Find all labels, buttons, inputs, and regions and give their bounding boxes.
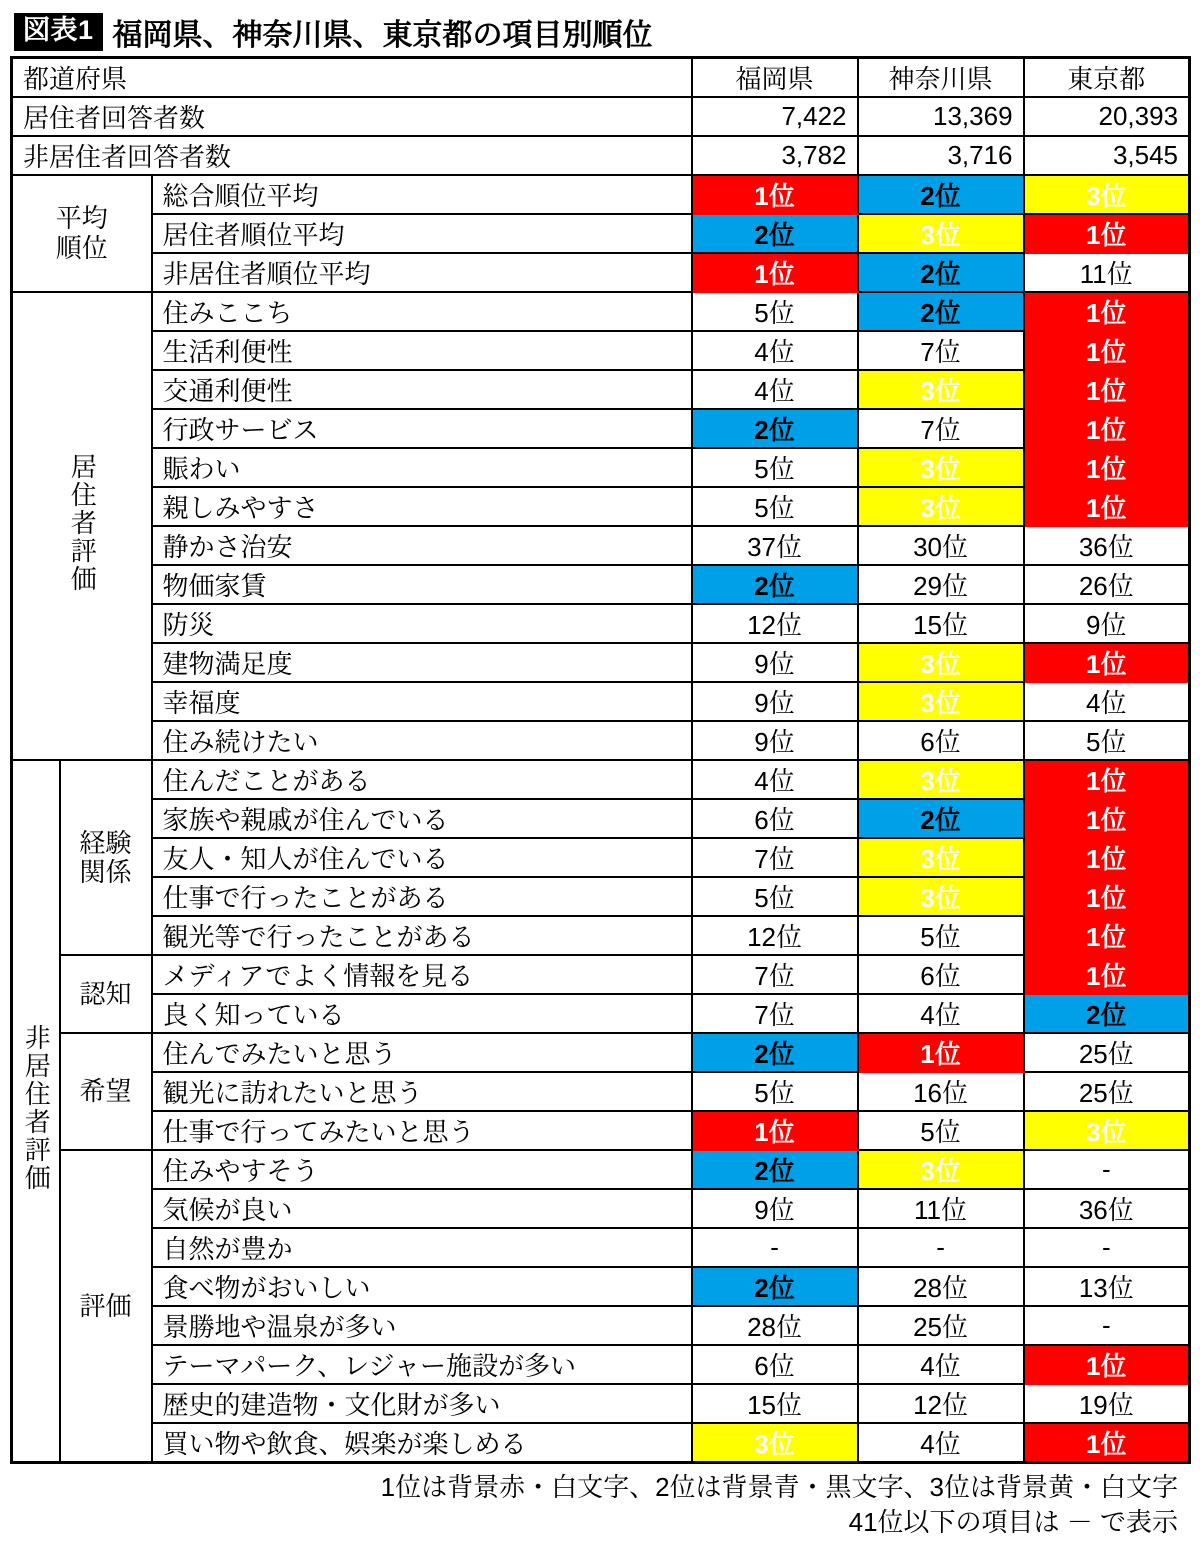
row-value-2: 2位: [1024, 994, 1190, 1033]
row-value-0: 37位: [692, 526, 858, 565]
row-value-1: 2位: [858, 175, 1024, 214]
data-row: [12, 565, 1190, 604]
row-value-2: -: [1024, 1306, 1190, 1345]
row-value-0: 2位: [692, 409, 858, 448]
data-row: [12, 1306, 1190, 1345]
row-value-0: 2位: [692, 1267, 858, 1306]
data-row: [12, 1072, 1190, 1111]
ranking-table: [10, 56, 1191, 1464]
data-row: [12, 1345, 1190, 1384]
row-value-1: 3位: [858, 448, 1024, 487]
row-value-0: 1位: [692, 253, 858, 292]
row-value-1: 3位: [858, 487, 1024, 526]
row-value-1: 4位: [858, 1345, 1024, 1384]
subgroup-label-2: 希望: [60, 1033, 152, 1150]
row-value-0: 7位: [692, 955, 858, 994]
row-item-label: 食べ物がおいしい: [152, 1267, 692, 1306]
row-item-label: 気候が良い: [152, 1189, 692, 1228]
row-item-label: 仕事で行ってみたいと思う: [152, 1111, 692, 1150]
row-value-0: 4位: [692, 331, 858, 370]
row-value-1: 3位: [858, 760, 1024, 799]
data-row: [12, 1150, 1190, 1189]
data-row: [12, 721, 1190, 760]
row-value-1: 1位: [858, 1033, 1024, 1072]
footnote-dash: 41位以下の項目は － で表示: [848, 1507, 1178, 1538]
group-label-1: 居住者評価: [12, 292, 152, 760]
row-value-1: -: [858, 1228, 1024, 1267]
row-value-1: 3位: [858, 643, 1024, 682]
data-row: [12, 643, 1190, 682]
row-value-0: 12位: [692, 604, 858, 643]
row-item-label: メディアでよく情報を見る: [152, 955, 692, 994]
row-value-1: 3位: [858, 682, 1024, 721]
count-label-0: 居住者回答者数: [12, 97, 692, 136]
row-value-0: 1位: [692, 1111, 858, 1150]
row-item-label: 居住者順位平均: [152, 214, 692, 253]
row-value-2: 11位: [1024, 253, 1190, 292]
row-value-1: 2位: [858, 799, 1024, 838]
row-item-label: 住みここち: [152, 292, 692, 331]
row-value-0: 3位: [692, 1423, 858, 1463]
data-row: [12, 1189, 1190, 1228]
row-value-0: 9位: [692, 1189, 858, 1228]
data-row: [12, 370, 1190, 409]
data-row: [12, 916, 1190, 955]
group-label-0: 平均 順位: [12, 175, 152, 292]
row-item-label: 幸福度: [152, 682, 692, 721]
row-value-2: 1位: [1024, 1423, 1190, 1463]
figure-badge: 図表1: [14, 13, 103, 50]
data-row: [12, 253, 1190, 292]
row-value-0: 2位: [692, 565, 858, 604]
subgroup-label-3: 評価: [60, 1150, 152, 1463]
row-item-label: 良く知っている: [152, 994, 692, 1033]
row-value-2: 3位: [1024, 1111, 1190, 1150]
data-row: [12, 214, 1190, 253]
row-item-label: 友人・知人が住んでいる: [152, 838, 692, 877]
row-value-0: 2位: [692, 1033, 858, 1072]
row-item-label: 建物満足度: [152, 643, 692, 682]
row-item-label: 観光に訪れたいと思う: [152, 1072, 692, 1111]
row-value-1: 3位: [858, 838, 1024, 877]
row-value-0: 6位: [692, 799, 858, 838]
row-item-label: 観光等で行ったことがある: [152, 916, 692, 955]
row-value-1: 7位: [858, 409, 1024, 448]
row-value-1: 28位: [858, 1267, 1024, 1306]
row-value-0: 7位: [692, 838, 858, 877]
row-value-2: 1位: [1024, 487, 1190, 526]
row-value-2: 4位: [1024, 682, 1190, 721]
row-value-1: 6位: [858, 721, 1024, 760]
row-value-1: 4位: [858, 994, 1024, 1033]
row-value-2: 1位: [1024, 1345, 1190, 1384]
row-item-label: 物価家賃: [152, 565, 692, 604]
row-value-2: 13位: [1024, 1267, 1190, 1306]
row-value-2: 1位: [1024, 331, 1190, 370]
data-row: [12, 1267, 1190, 1306]
row-value-2: 3位: [1024, 175, 1190, 214]
footnote-colors: 1位は背景赤・白文字、2位は背景青・黒文字、3位は背景黄・白文字: [380, 1472, 1178, 1502]
row-value-1: 3位: [858, 214, 1024, 253]
row-value-0: 12位: [692, 916, 858, 955]
row-item-label: 賑わい: [152, 448, 692, 487]
subgroup-label-1: 認知: [60, 955, 152, 1033]
row-value-2: -: [1024, 1228, 1190, 1267]
ranking-table-body: [12, 58, 1190, 1463]
row-item-label: 住み続けたい: [152, 721, 692, 760]
row-value-1: 12位: [858, 1384, 1024, 1423]
row-item-label: 自然が豊か: [152, 1228, 692, 1267]
data-row: [12, 604, 1190, 643]
data-row: [12, 760, 1190, 799]
row-value-2: 1位: [1024, 916, 1190, 955]
row-value-2: 1位: [1024, 370, 1190, 409]
row-item-label: 交通利便性: [152, 370, 692, 409]
row-value-2: 36位: [1024, 526, 1190, 565]
header-column-0: 福岡県: [692, 58, 858, 98]
row-value-0: 9位: [692, 721, 858, 760]
row-value-1: 15位: [858, 604, 1024, 643]
row-item-label: 非居住者順位平均: [152, 253, 692, 292]
row-value-0: 9位: [692, 682, 858, 721]
row-value-2: 1位: [1024, 409, 1190, 448]
count-value-1-1: 3,716: [858, 136, 1024, 175]
data-row: [12, 1111, 1190, 1150]
data-row: [12, 682, 1190, 721]
row-value-1: 3位: [858, 370, 1024, 409]
row-value-1: 7位: [858, 331, 1024, 370]
row-value-2: 1位: [1024, 214, 1190, 253]
row-value-1: 11位: [858, 1189, 1024, 1228]
row-value-1: 30位: [858, 526, 1024, 565]
row-value-2: 5位: [1024, 721, 1190, 760]
row-value-0: 5位: [692, 487, 858, 526]
data-row: [12, 292, 1190, 331]
table-header-row: [12, 58, 1190, 98]
row-value-1: 3位: [858, 877, 1024, 916]
row-value-0: 2位: [692, 1150, 858, 1189]
row-value-0: 5位: [692, 292, 858, 331]
data-row: [12, 838, 1190, 877]
count-value-0-2: 20,393: [1024, 97, 1190, 136]
row-item-label: 静かさ治安: [152, 526, 692, 565]
subgroup-label-0: 経験 関係: [60, 760, 152, 955]
data-row: [12, 799, 1190, 838]
page-title: [10, 8, 1190, 56]
count-row: [12, 97, 1190, 136]
row-value-2: 36位: [1024, 1189, 1190, 1228]
count-value-0-1: 13,369: [858, 97, 1024, 136]
row-value-2: 26位: [1024, 565, 1190, 604]
row-value-1: 5位: [858, 1111, 1024, 1150]
row-value-2: 1位: [1024, 955, 1190, 994]
row-value-2: 1位: [1024, 877, 1190, 916]
row-value-0: 9位: [692, 643, 858, 682]
data-row: [12, 877, 1190, 916]
row-value-1: 29位: [858, 565, 1024, 604]
row-value-0: 15位: [692, 1384, 858, 1423]
row-item-label: 行政サービス: [152, 409, 692, 448]
row-value-1: 2位: [858, 292, 1024, 331]
row-value-2: 19位: [1024, 1384, 1190, 1423]
count-label-1: 非居住者回答者数: [12, 136, 692, 175]
row-value-1: 5位: [858, 916, 1024, 955]
row-value-2: -: [1024, 1150, 1190, 1189]
row-item-label: 住んでみたいと思う: [152, 1033, 692, 1072]
data-row: [12, 1228, 1190, 1267]
row-value-0: -: [692, 1228, 858, 1267]
data-row: [12, 448, 1190, 487]
header-column-1: 神奈川県: [858, 58, 1024, 98]
group-label-nonresident: 非居住者評価: [12, 760, 60, 1463]
row-value-0: 4位: [692, 760, 858, 799]
row-value-0: 5位: [692, 1072, 858, 1111]
row-item-label: 生活利便性: [152, 331, 692, 370]
data-row: [12, 1384, 1190, 1423]
row-item-label: 仕事で行ったことがある: [152, 877, 692, 916]
row-value-1: 6位: [858, 955, 1024, 994]
count-value-1-2: 3,545: [1024, 136, 1190, 175]
row-item-label: 防災: [152, 604, 692, 643]
row-value-2: 1位: [1024, 292, 1190, 331]
row-value-0: 1位: [692, 175, 858, 214]
row-value-1: 4位: [858, 1423, 1024, 1463]
row-value-0: 2位: [692, 214, 858, 253]
data-row: [12, 331, 1190, 370]
row-item-label: 住みやすそう: [152, 1150, 692, 1189]
data-row: [12, 487, 1190, 526]
row-value-1: 2位: [858, 253, 1024, 292]
data-row: [12, 955, 1190, 994]
figure-title-text: 福岡県、神奈川県、東京都の項目別順位: [112, 19, 653, 52]
row-item-label: 親しみやすさ: [152, 487, 692, 526]
count-value-0-0: 7,422: [692, 97, 858, 136]
row-item-label: 家族や親戚が住んでいる: [152, 799, 692, 838]
row-value-2: 1位: [1024, 760, 1190, 799]
row-value-0: 28位: [692, 1306, 858, 1345]
header-prefecture-label: 都道府県: [12, 58, 692, 98]
data-row: [12, 1033, 1190, 1072]
row-item-label: 総合順位平均: [152, 175, 692, 214]
row-item-label: 住んだことがある: [152, 760, 692, 799]
row-value-2: 1位: [1024, 448, 1190, 487]
row-value-1: 16位: [858, 1072, 1024, 1111]
data-row: [12, 175, 1190, 214]
data-row: [12, 1423, 1190, 1463]
row-value-2: 1位: [1024, 799, 1190, 838]
row-value-2: 25位: [1024, 1033, 1190, 1072]
count-row: [12, 136, 1190, 175]
header-column-2: 東京都: [1024, 58, 1190, 98]
row-item-label: 買い物や飲食、娯楽が楽しめる: [152, 1423, 692, 1463]
data-row: [12, 409, 1190, 448]
row-value-0: 5位: [692, 448, 858, 487]
count-value-1-0: 3,782: [692, 136, 858, 175]
row-value-2: 1位: [1024, 838, 1190, 877]
row-item-label: 景勝地や温泉が多い: [152, 1306, 692, 1345]
data-row: [12, 526, 1190, 565]
row-value-0: 5位: [692, 877, 858, 916]
row-value-1: 3位: [858, 1150, 1024, 1189]
row-value-0: 7位: [692, 994, 858, 1033]
row-value-1: 25位: [858, 1306, 1024, 1345]
row-item-label: 歴史的建造物・文化財が多い: [152, 1384, 692, 1423]
row-item-label: テーマパーク、レジャー施設が多い: [152, 1345, 692, 1384]
row-value-2: 9位: [1024, 604, 1190, 643]
row-value-0: 4位: [692, 370, 858, 409]
row-value-2: 25位: [1024, 1072, 1190, 1111]
row-value-0: 6位: [692, 1345, 858, 1384]
row-value-2: 1位: [1024, 643, 1190, 682]
footnotes: [10, 1470, 1190, 1540]
data-row: [12, 994, 1190, 1033]
